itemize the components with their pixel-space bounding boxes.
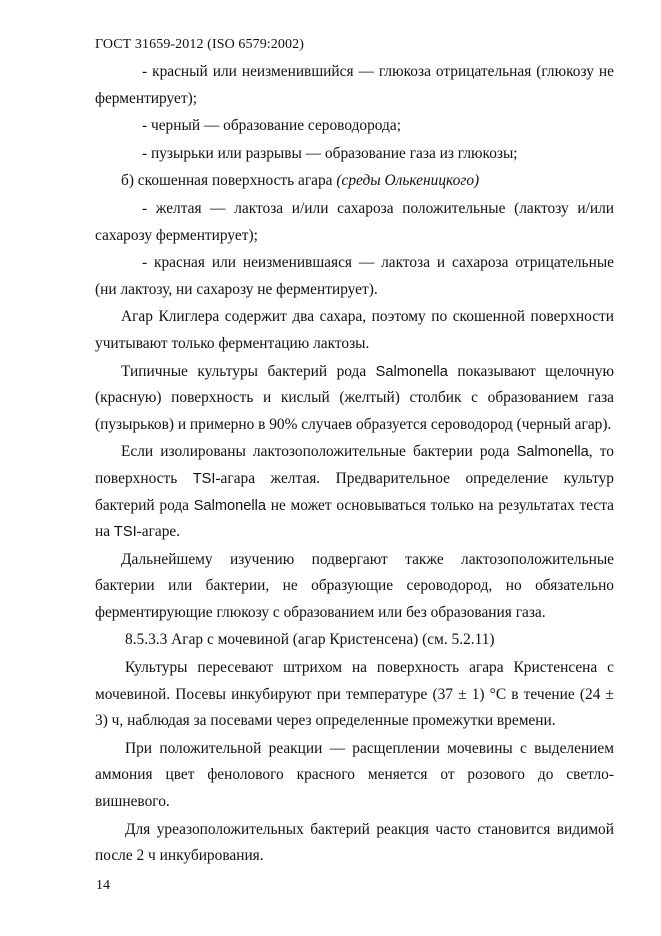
list-item-black: - черный — образование сероводорода; <box>142 117 401 135</box>
paragraph-typical-cultures <box>95 359 614 439</box>
paragraph-further-study: Дальнейшему изучению подвергают также лактозоположительные бактерии или бактерии, не образующие сероводород, но обязательно ферментирующие глюкозу с образованием или без образования газа. <box>95 550 614 621</box>
genus-name: Salmonella <box>375 363 448 380</box>
paragraph-urease-positive: Для уреазоположительных бактерий реакция часто становится видимой после 2 ч инкубирования. <box>95 820 614 865</box>
paragraph-cultures-streak: Культуры пересевают штрихом на поверхность агара Кристенсена с мочевиной. Посевы инкубируют при температуре (37 ± 1) °С в течение (24 ± 3) ч, наблюдая за посевами через определенные промежутки времени. <box>95 659 614 730</box>
lactose-text-a: Если изолированы лактозоположительные бактерии рода <box>121 443 517 461</box>
tsi-abbrev: TSI <box>113 524 137 541</box>
lactose-text-e: -агаре. <box>136 523 181 541</box>
paragraph-positive-reaction: При положительной реакции — расщеплении мочевины с выделением аммония цвет фенолового красного меняется от розового до светло-вишневого. <box>95 739 614 811</box>
genus-name: Salmonella <box>193 497 266 514</box>
page-number: 14 <box>96 878 110 893</box>
tsi-abbrev: TSI <box>192 470 216 487</box>
list-item-yellow: - желтая — лактоза и/или сахароза положительные (лактозу и/или сахарозу ферментирует); <box>95 199 614 244</box>
list-item-slant-surface <box>95 168 614 195</box>
slant-surface-text: б) скошенная поверхность агара <box>121 172 337 190</box>
section-heading-christensen: 8.5.3.3 Агар с мочевиной (агар Кристенсена) (см. 5.2.11) <box>125 631 495 649</box>
page-body <box>95 59 614 870</box>
slant-surface-note: (среды Олькеницкого) <box>336 172 480 190</box>
typical-cultures-text-a: Типичные культуры бактерий рода <box>121 362 376 380</box>
typical-cultures-text-b: показывают щелочную (красную) поверхность и кислый (желтый) столбик с образованием газа (пузырьков) и примерно в 90% случаев образуется сероводород (черный агар). <box>95 362 614 433</box>
lactose-text-d: не может основываться только на результатах теста на <box>95 496 615 541</box>
list-item-red-glucose: - красный или неизменившийся — глюкоза отрицательная (глюкозу не ферментирует); <box>95 63 614 107</box>
genus-name: Salmonella <box>516 444 589 461</box>
paragraph-lactose-positive <box>95 439 614 545</box>
paragraph-kligler: Агар Клиглера содержит два сахара, поэтому по скошенной поверхности учитывают только ферментацию лактозы. <box>95 308 614 352</box>
lactose-text-c: -агара желтая. Предварительное определение культур бактерий рода <box>95 469 614 514</box>
list-item-bubbles: - пузырьки или разрывы — образование газа из глюкозы; <box>142 144 518 162</box>
list-item-red-lactose: - красная или неизменившаяся — лактоза и сахароза отрицательные (ни лактозу, ни сахарозу не ферментирует). <box>95 254 614 298</box>
document-header: ГОСТ 31659-2012 (ISO 6579:2002) <box>95 37 304 52</box>
lactose-text-b: , то поверхность <box>95 443 614 487</box>
